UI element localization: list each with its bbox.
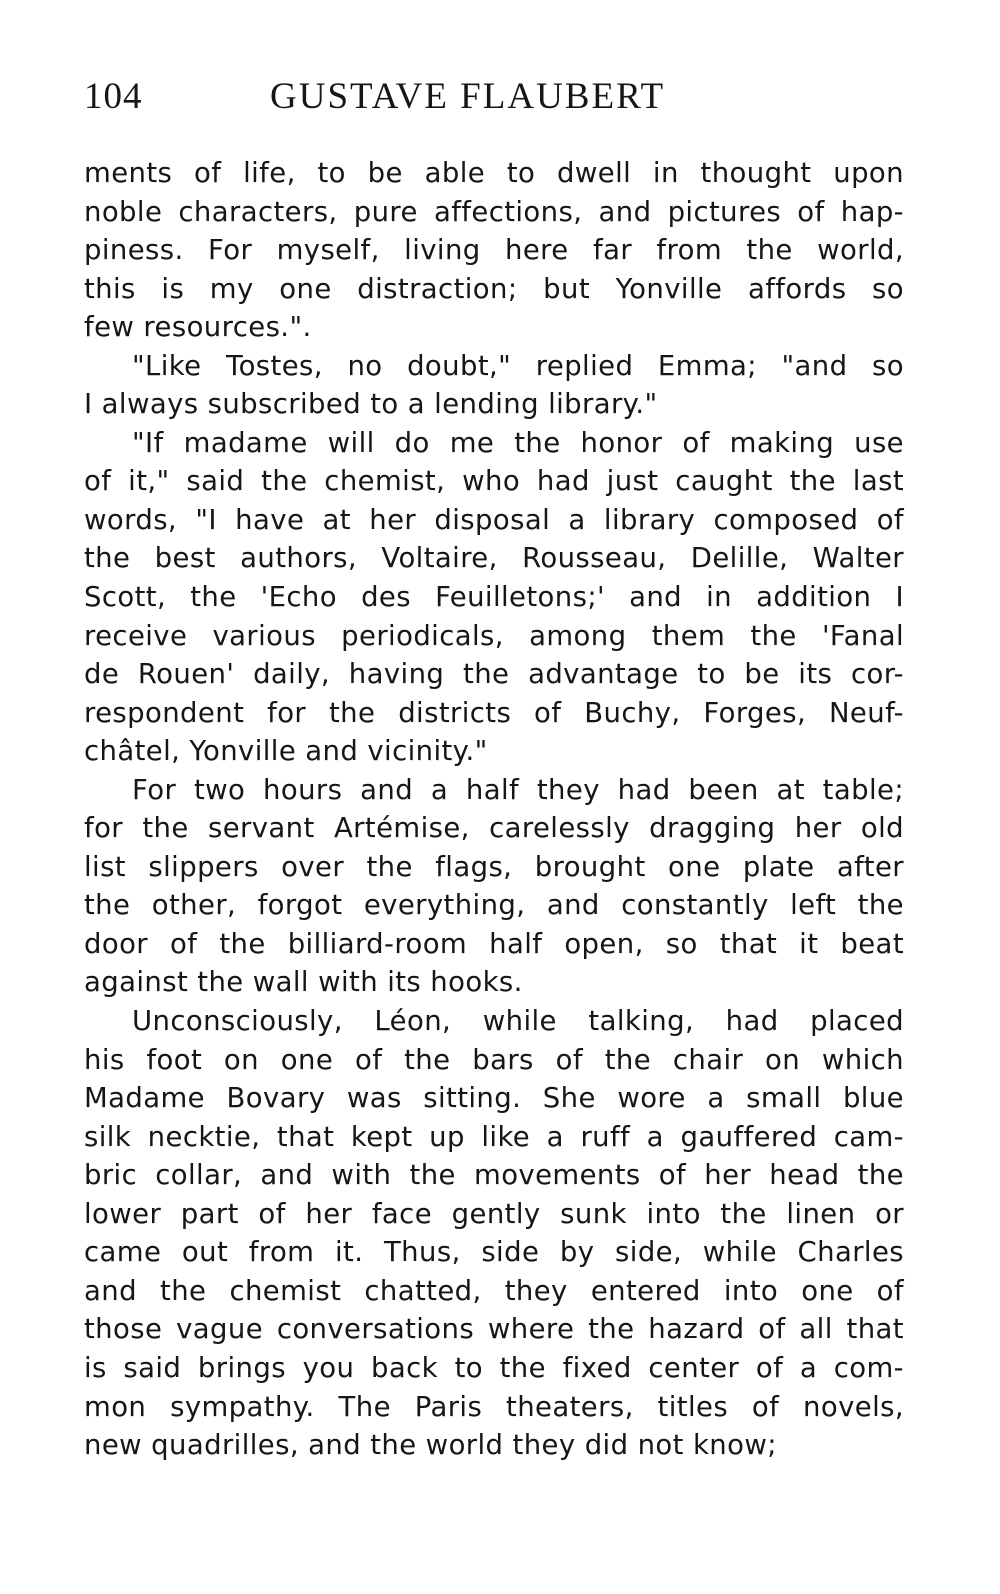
text-line: lower part of her face gently sunk into the linen or [84,1197,904,1230]
text-line: door of the billiard-room half open, so that it beat [84,927,904,960]
text-line: and the chemist chatted, they entered into one of [84,1274,904,1307]
running-title: GUSTAVE FLAUBERT [270,76,666,117]
paragraph [84,771,904,1002]
text-line: Unconsciously, Léon, while talking, had placed [132,1005,904,1038]
text-line: for the servant Artémise, carelessly dragging her old [84,812,904,845]
text-line: For two hours and a half they had been at table; [132,773,904,806]
text-line: of it," said the chemist, who had just caught the last [84,465,904,498]
text-line: the best authors, Voltaire, Rousseau, Delille, Walter [84,542,904,575]
text-line: the other, forgot everything, and constantly left the [84,889,904,922]
text-line: ments of life, to be able to dwell in thought upon [84,157,904,189]
text-line: de Rouen' daily, having the advantage to be its cor- [84,658,904,691]
text-line: "If madame will do me the honor of making use [132,426,904,459]
page-number: 104 [84,76,143,117]
text-line: silk necktie, that kept up like a ruff a gauffered cam- [84,1120,904,1153]
text-line: mon sympathy. The Paris theaters, titles of novels, [84,1390,904,1423]
text-line: words, "I have at her disposal a library composed of [84,503,904,536]
body-text [84,154,904,1465]
text-line: receive various periodicals, among them the 'Fanal [84,619,904,652]
text-line: those vague conversations where the hazard of all that [84,1313,904,1346]
text-line: few resources.". [84,311,312,344]
text-line: Scott, the 'Echo des Feuilletons;' and in addition I [84,581,904,614]
text-line: châtel, Yonville and vicinity." [84,735,488,768]
paragraph [84,1002,904,1465]
text-line: against the wall with its hooks. [84,966,523,999]
text-line: came out from it. Thus, side by side, while Charles [84,1236,904,1269]
text-line: noble characters, pure affections, and pictures of hap- [84,195,904,228]
text-line: list slippers over the flags, brought one plate after [84,850,904,883]
text-line: respondent for the districts of Buchy, Forges, Neuf- [84,696,904,729]
paragraph [84,347,904,424]
text-line: piness. For myself, living here far from the world, [84,234,904,267]
text-line: bric collar, and with the movements of her head the [84,1159,904,1192]
text-line: "Like Tostes, no doubt," replied Emma; "and so [132,349,904,382]
paragraph [84,424,904,771]
text-line: is said brings you back to the fixed center of a com- [84,1351,904,1384]
text-line: this is my one distraction; but Yonville affords so [84,272,904,305]
paragraph [84,154,904,347]
text-line: Madame Bovary was sitting. She wore a small blue [84,1082,904,1115]
text-line: new quadrilles, and the world they did not know; [84,1429,777,1462]
running-head [84,72,904,122]
text-line: I always subscribed to a lending library." [84,388,658,421]
text-line: his foot on one of the bars of the chair on which [84,1043,904,1076]
